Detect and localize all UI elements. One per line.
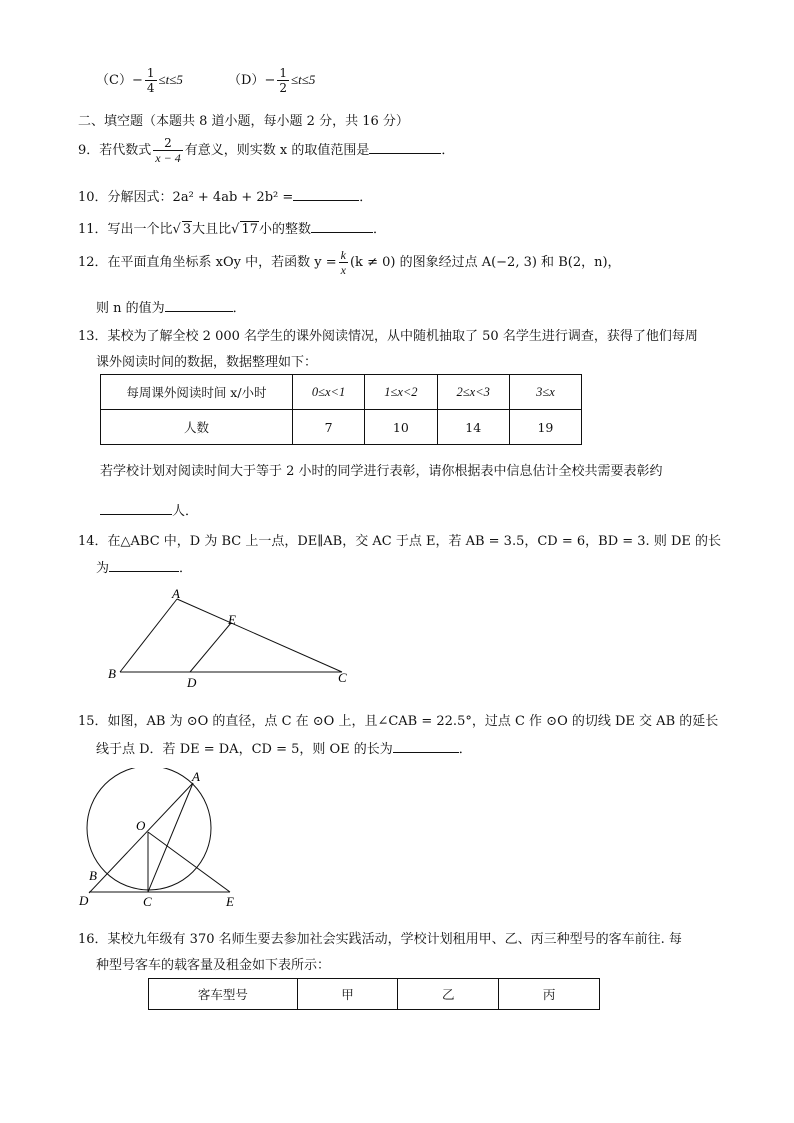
- option-d-label: （D）: [228, 73, 265, 88]
- q12-pre: 12．在平面直角坐标系 xOy 中，若函数 y =: [78, 255, 337, 270]
- q15-line-1: 15．如图，AB 为 ⊙O 的直径，点 C 在 ⊙O 上，且∠CAB = 22.5°，过点 C 作 ⊙O 的切线 DE 交 AB 的延长: [78, 714, 719, 729]
- q11-answer-blank[interactable]: [311, 220, 373, 233]
- option-d-den: 2: [279, 81, 287, 95]
- q13-line-3: 若学校计划对阅读时间大于等于 2 小时的同学进行表彰，请你根据表中信息估计全校共需要表彰约: [100, 464, 663, 479]
- q12-num: k: [340, 248, 346, 262]
- q14-line-2-text: 为: [96, 561, 110, 576]
- table-cell: 19: [509, 410, 581, 445]
- table-header-cell: 0≤x<1: [292, 375, 364, 410]
- q11-pre: 11．写出一个比: [78, 222, 173, 237]
- label-e: E: [226, 894, 234, 908]
- table-header-cell: 每周课外阅读时间 x/小时: [101, 375, 293, 410]
- table-cell: 10: [365, 410, 437, 445]
- option-d-num: 1: [279, 66, 287, 80]
- table-header-cell: 乙: [398, 979, 499, 1010]
- segment-ac: [177, 599, 342, 672]
- option-c: [96, 66, 183, 95]
- q11-radicand-1: 3: [182, 222, 192, 237]
- option-c-minus: −: [131, 73, 143, 88]
- label-o: O: [136, 818, 146, 833]
- q12-line-2: 则 n 的值为: [96, 301, 165, 316]
- q12-fraction: [339, 248, 348, 277]
- option-c-num: 1: [146, 66, 155, 80]
- label-a: A: [192, 769, 200, 784]
- question-12-line-2: [96, 297, 246, 316]
- q15-line-2-text: 线于点 D．若 DE = DA，CD = 5，则 OE 的长为: [96, 742, 393, 757]
- q13-line-1: 13．某校为了解全校 2 000 名学生的课外阅读情况，从中随机抽取了 50 名学生进行调查，获得了他们每周: [78, 329, 698, 344]
- q16-line-1: 16．某校九年级有 370 名师生要去参加社会实践活动，学校计划租用甲、乙、丙三种型号的客车前往. 每: [78, 932, 682, 947]
- q14-answer-blank[interactable]: [109, 559, 179, 572]
- q9-num: 2: [153, 136, 182, 151]
- table-header-cell: 甲: [297, 979, 398, 1010]
- segment-de: [190, 623, 231, 672]
- q15-line-2: [96, 738, 472, 757]
- option-d-fraction: [277, 66, 289, 95]
- q9-fraction: [153, 136, 182, 165]
- q9-end: ．: [441, 143, 455, 158]
- section-2-heading: 二、填空题（本题共 8 道小题，每小题 2 分，共 16 分）: [78, 114, 409, 129]
- q12-answer-blank[interactable]: [165, 299, 233, 312]
- q11-mid: 大且比: [192, 222, 232, 237]
- table-header-cell: 2≤x<3: [437, 375, 509, 410]
- table-header-row: [101, 375, 582, 410]
- table-cell: 14: [437, 410, 509, 445]
- q9-den: x − 4: [155, 151, 181, 165]
- reading-time-table: [100, 374, 582, 445]
- q13-line-2: 课外阅读时间的数据，数据整理如下：: [96, 355, 318, 370]
- q15-end: ．: [458, 742, 472, 757]
- q10-text: 10．分解因式：2a² + 4ab + 2b² =: [78, 190, 294, 205]
- option-c-fraction: [145, 66, 157, 95]
- sqrt-3: √ 3: [172, 222, 192, 237]
- table-cell: 人数: [101, 410, 293, 445]
- label-c: C: [143, 894, 152, 908]
- circle-figure: [76, 768, 246, 908]
- sqrt-17: √ 17: [231, 222, 258, 237]
- label-b: B: [108, 666, 116, 681]
- table-row: [101, 410, 582, 445]
- q11-post: 小的整数: [258, 222, 311, 237]
- q9-post: 有意义，则实数 x 的取值范围是: [184, 143, 370, 158]
- label-c: C: [338, 670, 347, 685]
- q10-end: ．: [359, 190, 373, 205]
- q14-end: ．: [179, 561, 193, 576]
- question-12: [78, 248, 621, 277]
- q12-end: ．: [232, 301, 246, 316]
- q10-answer-blank[interactable]: [293, 188, 359, 201]
- q14-line-1: 14．在△ABC 中，D 为 BC 上一点，DE∥AB，交 AC 于点 E，若 AB = 3.5，CD = 6，BD = 3. 则 DE 的长: [78, 534, 721, 549]
- option-d: [228, 66, 315, 95]
- option-c-rest: ≤t≤5: [158, 72, 183, 87]
- segment-ab: [120, 599, 177, 672]
- q13-line-4: [100, 500, 198, 519]
- q14-line-2: [96, 557, 192, 576]
- label-e: E: [228, 612, 236, 627]
- q16-line-2: 种型号客车的载客量及租金如下表所示：: [96, 958, 331, 973]
- q15-answer-blank[interactable]: [393, 740, 459, 753]
- q12-post: (k ≠ 0) 的图象经过点 A(−2, 3) 和 B(2，n)，: [349, 255, 621, 270]
- q11-end: ．: [373, 222, 387, 237]
- table-header-cell: 3≤x: [509, 375, 581, 410]
- q11-radicand-2: 17: [241, 222, 258, 237]
- q13-line-4-text: 人．: [172, 504, 199, 519]
- option-d-rest: ≤t≤5: [290, 72, 316, 87]
- question-11: [78, 218, 386, 237]
- table-cell: 7: [292, 410, 364, 445]
- q13-answer-blank[interactable]: [100, 502, 172, 515]
- option-c-label: （C）: [96, 73, 132, 88]
- line-da: [89, 783, 193, 893]
- table-header-cell: 1≤x<2: [365, 375, 437, 410]
- q9-pre: 9．若代数式: [78, 143, 152, 158]
- q12-den: x: [340, 263, 346, 277]
- table-header-row: [149, 979, 600, 1010]
- option-d-minus: −: [264, 73, 276, 88]
- label-d: D: [79, 893, 89, 908]
- option-c-den: 4: [146, 81, 155, 95]
- question-9: [78, 136, 454, 165]
- table-header-cell: 客车型号: [149, 979, 298, 1010]
- q9-answer-blank[interactable]: [369, 141, 441, 154]
- label-d: D: [187, 675, 197, 688]
- question-10: [78, 186, 372, 205]
- label-b: B: [89, 868, 97, 883]
- triangle-figure: [100, 588, 360, 688]
- table-header-cell: 丙: [499, 979, 600, 1010]
- label-a: A: [172, 588, 180, 601]
- bus-type-table: [148, 978, 600, 1010]
